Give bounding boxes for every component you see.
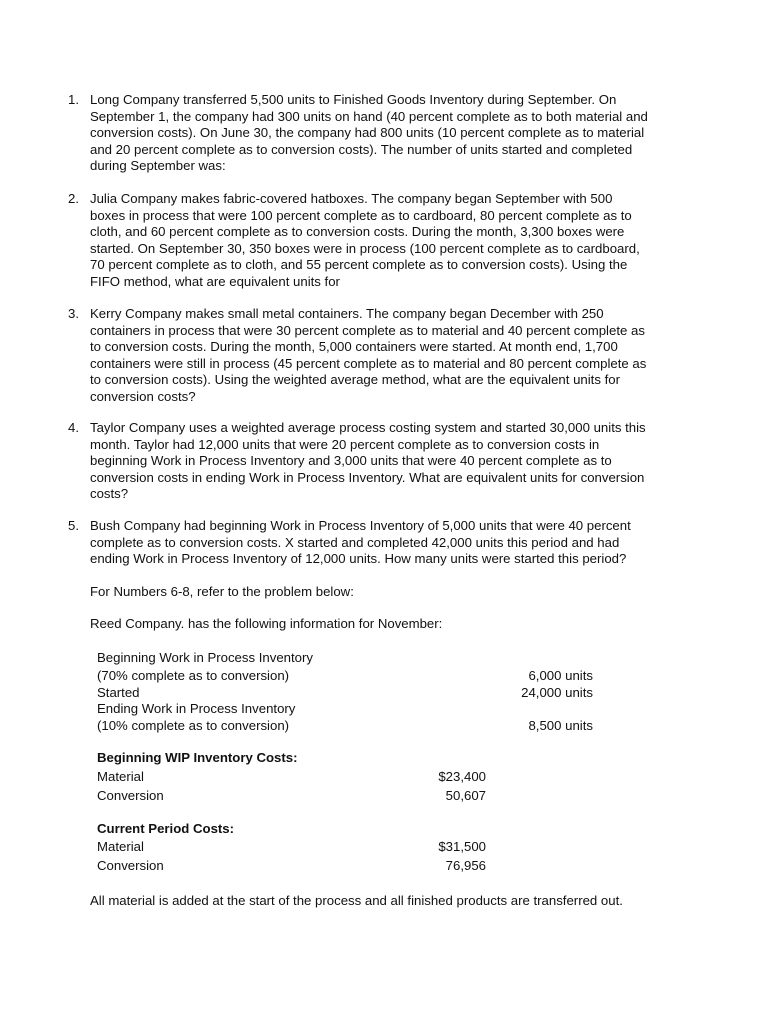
question-line: ending Work in Process Inventory of 12,000 units. How many units were started this period? (90, 551, 627, 566)
question-number: 2. (68, 191, 79, 206)
cost-row-label: Conversion (97, 788, 164, 803)
question-line: conversion costs in ending Work in Process Inventory. What are equivalent units for conversion (90, 469, 645, 485)
units-row-label: (10% complete as to conversion) (97, 718, 290, 733)
units-row-label: Ending Work in Process Inventory (97, 701, 296, 716)
units-row-value: 6,000 units (528, 668, 593, 683)
units-row-label: Started (97, 685, 140, 700)
cost-row-value: $23,400 (438, 769, 486, 784)
question-line: 70 percent complete as to cloth, and 55 percent complete as to conversion costs). Using the (90, 257, 628, 272)
question-line: Long Company transferred 5,500 units to Finished Goods Inventory during September. On (90, 92, 617, 107)
question-text (90, 306, 682, 405)
question-line: costs? (90, 486, 129, 501)
units-row-label: Beginning Work in Process Inventory (97, 650, 313, 665)
question-text (90, 92, 682, 175)
units-row-label: (70% complete as to conversion) (97, 668, 290, 683)
question-text (90, 420, 682, 503)
question-line: and 20 percent complete as to conversion costs). The number of units started and completed (90, 141, 633, 157)
beginning-costs-heading: Beginning WIP Inventory Costs: (97, 750, 298, 765)
footer-note: All material is added at the start of the process and all finished products are transferred out. (90, 893, 623, 908)
question-line: Bush Company had beginning Work in Process Inventory of 5,000 units that were 40 percent (90, 518, 631, 533)
question-line: to conversion costs). Using the weighted average method, what are the equivalent units for (90, 372, 620, 387)
question-line: conversion costs? (90, 388, 196, 404)
units-row-value: 8,500 units (528, 718, 593, 733)
question-line: beginning Work in Process Inventory and 3,000 units that were 40 percent complete as to (90, 453, 612, 468)
current-costs-heading: Current Period Costs: (97, 821, 235, 836)
question-text (90, 518, 682, 568)
question-number: 4. (68, 420, 79, 435)
question-line: Kerry Company makes small metal containers. The company began December with 250 (90, 306, 604, 321)
units-row-value: 24,000 units (521, 685, 593, 700)
question-line: cloth, and 60 percent complete as to conversion costs. During the month, 3,300 boxes were (90, 224, 625, 239)
question-line: September 1, the company had 300 units on hand (40 percent complete as to both material and (90, 108, 648, 124)
question-line: Julia Company makes fabric-covered hatboxes. The company began September with 500 (90, 191, 613, 206)
cost-row-label: Material (97, 839, 144, 854)
question-line: containers were still in process (45 percent complete as to material and 80 percent complete as (90, 355, 647, 371)
question-line: month. Taylor had 12,000 units that were 20 percent complete as to conversion costs in (90, 436, 600, 452)
question-number: 3. (68, 306, 79, 321)
question-line: boxes in process that were 100 percent complete as to cardboard, 80 percent complete as to (90, 207, 632, 223)
question-line: FIFO method, what are equivalent units for (90, 273, 340, 289)
company-intro: Reed Company. has the following information for November: (90, 616, 443, 631)
question-line: started. On September 30, 350 boxes were in process (100 percent complete as to cardboard, (90, 240, 640, 256)
question-line: complete as to conversion costs. X started and completed 42,000 units this period and had (90, 534, 620, 550)
cost-row-label: Conversion (97, 858, 164, 873)
question-line: during September was: (90, 158, 226, 173)
question-line: conversion costs). On June 30, the company had 800 units (10 percent complete as to material (90, 125, 645, 140)
question-line: containers in process that were 30 percent complete as to material and 40 percent complete as (90, 322, 645, 338)
question-line: to conversion costs. During the month, 5,000 containers were started. At month end, 1,700 (90, 339, 618, 354)
cost-row-value: $31,500 (438, 839, 486, 854)
question-line: Taylor Company uses a weighted average process costing system and started 30,000 units this (90, 420, 646, 435)
question-text (90, 191, 682, 290)
refer-note: For Numbers 6-8, refer to the problem below: (90, 584, 354, 599)
question-number: 5. (68, 518, 79, 533)
cost-row-label: Material (97, 769, 144, 784)
question-number: 1. (68, 92, 79, 107)
cost-row-value: 76,956 (445, 858, 486, 873)
cost-row-value: 50,607 (445, 788, 486, 803)
